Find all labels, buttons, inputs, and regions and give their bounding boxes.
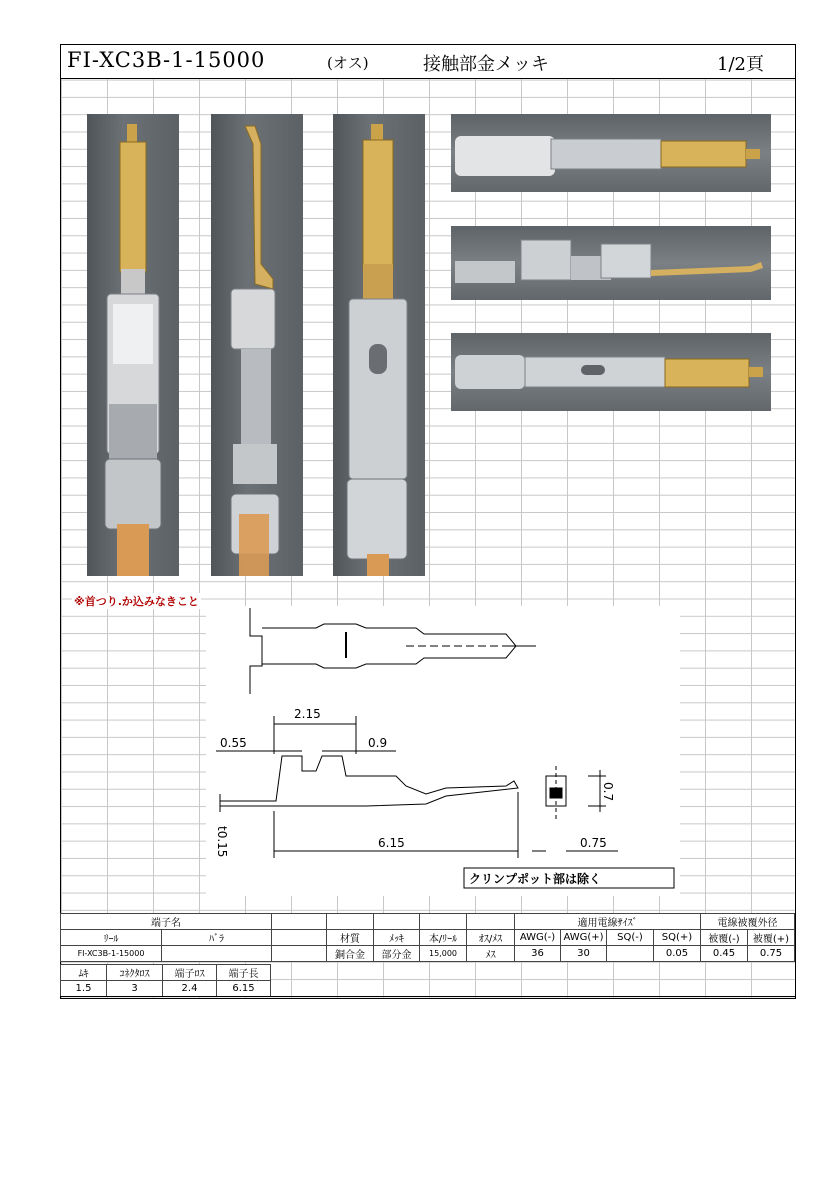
dim-0-75: 0.75 bbox=[580, 836, 607, 850]
col-gender: ｵｽ/ﾒｽ bbox=[467, 930, 515, 946]
cell-gender: ﾒｽ bbox=[467, 946, 515, 962]
cell-strip: 1.5 bbox=[61, 981, 107, 997]
dim-0-55: 0.55 bbox=[220, 736, 247, 750]
header-cover-diameter: 電線被覆外径 bbox=[701, 914, 795, 930]
dim-thickness: t0.15 bbox=[215, 826, 229, 858]
cell-terminal-loss: 2.4 bbox=[163, 981, 217, 997]
cell-cover-min: 0.45 bbox=[701, 946, 748, 962]
photo-bottom-horizontal bbox=[451, 333, 771, 411]
photo-middle-horizontal bbox=[451, 226, 771, 300]
col-strip: ﾑｷ bbox=[61, 965, 107, 981]
cell-terminal-length: 6.15 bbox=[217, 981, 271, 997]
dim-2-15: 2.15 bbox=[294, 707, 321, 721]
cell-awg-min: 36 bbox=[515, 946, 561, 962]
col-terminal-loss: 端子ﾛｽ bbox=[163, 965, 217, 981]
cell-material: 銅合金 bbox=[327, 946, 374, 962]
col-bulk: ﾊﾞﾗ bbox=[162, 930, 272, 946]
col-reel: ﾘｰﾙ bbox=[61, 930, 162, 946]
spec-table bbox=[60, 913, 795, 962]
header-terminal-name: 端子名 bbox=[61, 914, 272, 930]
col-cover-max: 被覆(+) bbox=[748, 930, 795, 946]
table-row bbox=[61, 981, 271, 997]
col-material: 材質 bbox=[327, 930, 374, 946]
title-row bbox=[61, 45, 795, 79]
strip-table bbox=[60, 964, 271, 997]
dim-6-15: 6.15 bbox=[378, 836, 405, 850]
cell-connector-loss: 3 bbox=[107, 981, 163, 997]
col-awg-min: AWG(-) bbox=[515, 930, 561, 946]
warning-note: ※首つり.か込みなきこと bbox=[74, 595, 199, 608]
col-terminal-length: 端子長 bbox=[217, 965, 271, 981]
sheet-bottom-border bbox=[60, 996, 796, 997]
col-connector-loss: ｺﾈｸﾀﾛｽ bbox=[107, 965, 163, 981]
dim-0-9: 0.9 bbox=[368, 736, 388, 750]
cell-cover-max: 0.75 bbox=[748, 946, 795, 962]
table-row bbox=[61, 946, 795, 962]
photo-side-view bbox=[211, 114, 303, 576]
dim-0-7: 0.7 bbox=[601, 782, 615, 802]
page-number: 1/2頁 bbox=[717, 54, 764, 75]
drawing-caption: クリンプポット部は除く bbox=[469, 872, 602, 886]
plating-description: 接触部金メッキ bbox=[423, 54, 549, 75]
cell-bulk bbox=[162, 946, 272, 962]
col-sq-min: SQ(-) bbox=[607, 930, 654, 946]
col-qty: 本/ﾘｰﾙ bbox=[420, 930, 467, 946]
part-number: FI-XC3B-1-15000 bbox=[67, 48, 266, 72]
cell-plating: 部分金 bbox=[374, 946, 420, 962]
col-cover-min: 被覆(-) bbox=[701, 930, 748, 946]
col-awg-max: AWG(+) bbox=[561, 930, 607, 946]
terminal-type: (オス) bbox=[327, 54, 369, 72]
col-sq-max: SQ(+) bbox=[654, 930, 701, 946]
col-plating: ﾒｯｷ bbox=[374, 930, 420, 946]
photo-front-view bbox=[87, 114, 179, 576]
cell-reel: FI-XC3B-1-15000 bbox=[61, 946, 162, 962]
photo-rear-view bbox=[333, 114, 425, 576]
photo-top-horizontal bbox=[451, 114, 771, 192]
cell-qty: 15,000 bbox=[420, 946, 467, 962]
technical-drawing bbox=[206, 606, 680, 896]
cell-awg-max: 30 bbox=[561, 946, 607, 962]
cell-sq-min bbox=[607, 946, 654, 962]
cell-sq-max: 0.05 bbox=[654, 946, 701, 962]
header-wire-size: 適用電線ｻｲｽﾞ bbox=[515, 914, 701, 930]
